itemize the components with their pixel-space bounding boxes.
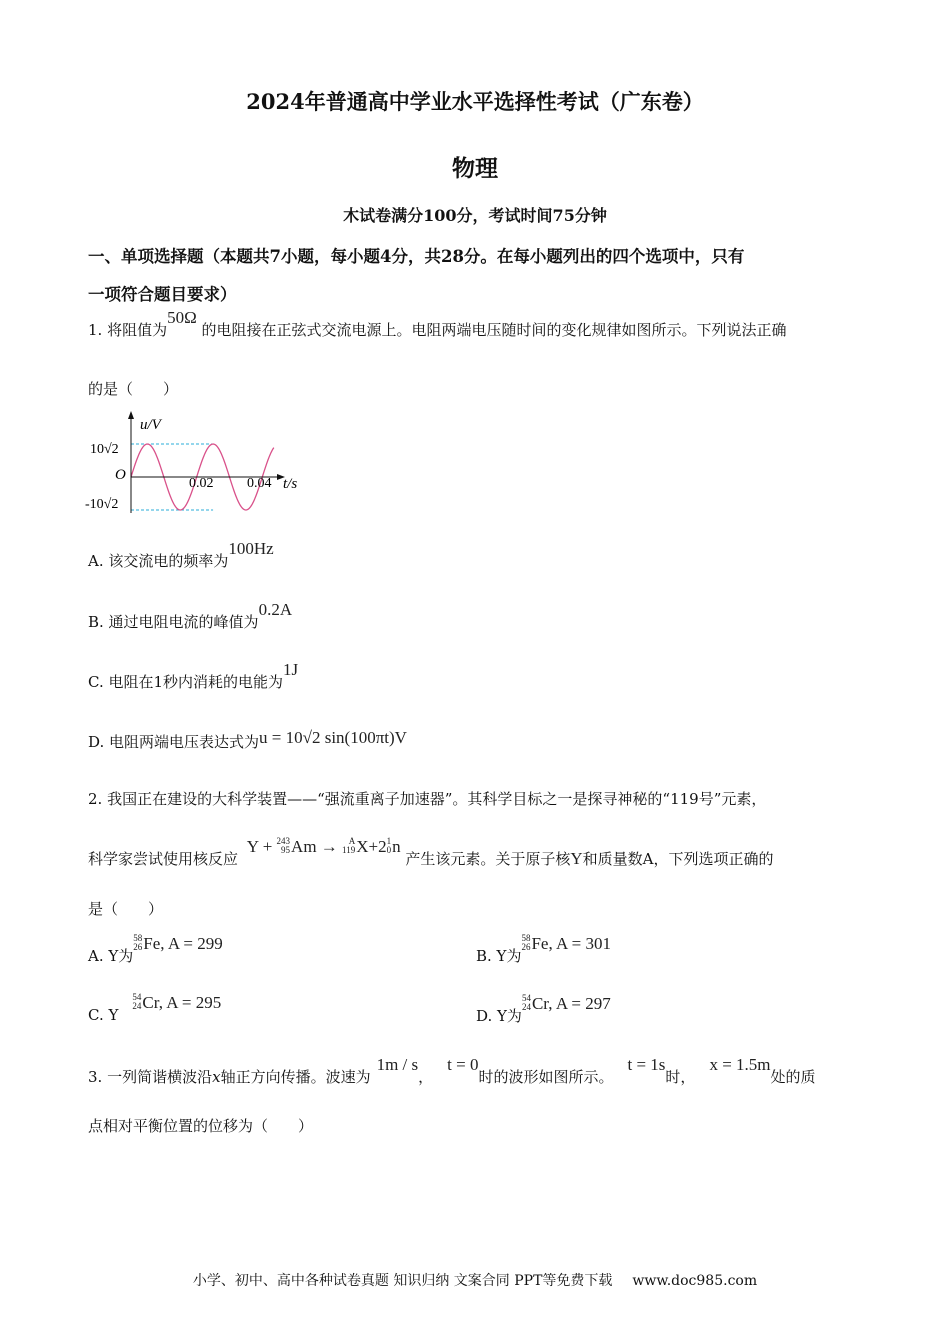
- q2-option-c: C. Y 54 24 Cr, A = 295: [88, 992, 222, 1024]
- subject-title: 物理: [452, 155, 498, 182]
- q2-stem-line2: [88, 836, 774, 869]
- q1-option-b: [88, 600, 293, 632]
- q1-xtick-2: 0.04: [247, 476, 272, 491]
- q3-t1: t = 1s: [627, 1055, 666, 1074]
- q1-stem-line1: [88, 308, 787, 340]
- q1-option-d: [88, 728, 407, 752]
- q3-velocity: 1m / s: [376, 1055, 419, 1074]
- q1-resistance: 50Ω: [167, 308, 197, 327]
- q1-option-b-math: 0.2A: [258, 600, 293, 619]
- section-heading-line2: 一项符合题目要求）: [88, 285, 237, 304]
- q1-option-a: [88, 539, 274, 571]
- q1-ytick-bottom: -10√2: [85, 497, 119, 512]
- q2-option-a: A. Y为 58 26 Fe, A = 299: [88, 933, 223, 965]
- q1-option-d-text: D. 电阻两端电压表达式为: [88, 733, 260, 751]
- footer-link[interactable]: www.doc985.com: [632, 1273, 758, 1289]
- q1-option-c: [88, 660, 299, 692]
- exam-title: 2024年普通高中学业水平选择性考试（广东卷）: [246, 89, 704, 114]
- q2-reaction: Y + 243 95 Am → A 119 X+2 1 0 n: [246, 836, 401, 856]
- q2-stem-a: 科学家尝试使用核反应: [88, 850, 239, 868]
- q1-xlabel: t/s: [283, 476, 298, 492]
- q2-stem-c: 和质量数A，下列选项正确的: [582, 850, 774, 868]
- q2-option-b: B. Y为 58 26 Fe, A = 301: [476, 933, 611, 965]
- page-footer: [0, 1270, 950, 1290]
- q1-option-c-text: C. 电阻在1秒内消耗的电能为: [88, 673, 284, 691]
- q2-option-d: D. Y为 54 24 Cr, A = 297: [476, 993, 611, 1025]
- q1-xtick-1: 0.02: [189, 476, 214, 491]
- q1-option-a-math: 100Hz: [228, 539, 274, 558]
- q1-option-b-text: B. 通过电阻电流的峰值为: [88, 613, 259, 631]
- exam-note: 木试卷满分100分，考试时间75分钟: [343, 206, 607, 225]
- q3-stem-line1: 3. 一列简谐横波沿x轴正方向传播。波速为1m / s，t = 0时的波形如图所示。t = 1s时，x = 1.5m处的质: [88, 1055, 816, 1086]
- q1-stem-b: 的电阻接在正弦式交流电源上。电阻两端电压随时间的变化规律如图所示。下列说法正确: [201, 321, 787, 339]
- q3-t0: t = 0: [447, 1055, 479, 1074]
- q2-stem-line1: 2. 我国正在建设的大科学装置——“强流重离子加速器”。其科学目标之一是探寻神秘的“119号”元素，: [88, 790, 767, 808]
- q3-position: x = 1.5m: [709, 1055, 771, 1074]
- q1-stem-a: 1. 将阻值为: [88, 321, 168, 339]
- q2-stem-line3: 是（ ）: [88, 900, 164, 918]
- q1-origin: O: [115, 467, 126, 483]
- q3-x-var: x: [212, 1068, 221, 1086]
- q1-option-d-math: u = 10√2 sin(100πt)V: [259, 728, 407, 747]
- q2-stem-b: 产生该元素。关于原子核: [405, 850, 571, 868]
- q3-stem-line2: 点相对平衡位置的位移为（ ）: [88, 1117, 314, 1135]
- footer-text: 小学、初中、高中各种试卷真题 知识归纳 文案合同 PPT等免费下载: [192, 1273, 613, 1289]
- q1-option-a-text: A. 该交流电的频率为: [88, 552, 229, 570]
- q1-voltage-graph: [84, 408, 304, 520]
- q2-y-symbol: Y: [570, 849, 583, 868]
- section-heading-line1: 一、单项选择题（本题共7小题，每小题4分，共28分。在每小题列出的四个选项中，只有: [88, 247, 745, 266]
- q1-y-arrow: [128, 411, 134, 419]
- q1-ytick-top: 10√2: [90, 442, 119, 457]
- q1-option-c-math: 1J: [283, 660, 299, 679]
- q1-stem-line2: 的是（ ）: [88, 380, 179, 398]
- q1-ylabel: u/V: [140, 417, 161, 433]
